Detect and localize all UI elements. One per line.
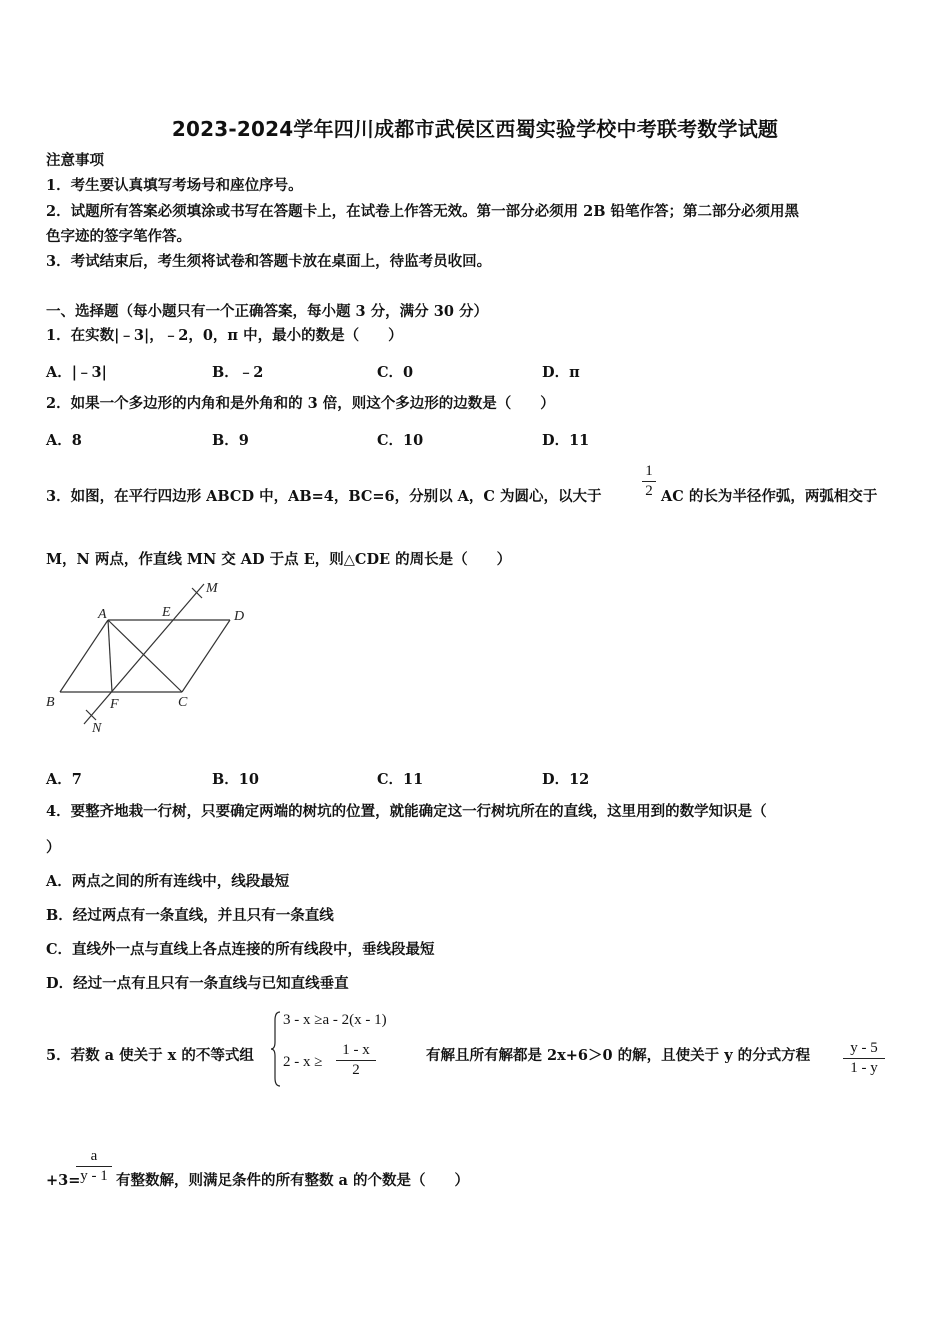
label-c: C <box>178 695 188 710</box>
label-b: B <box>46 695 55 710</box>
question-5-line-2-prefix: +3= <box>46 1172 81 1189</box>
label-n: N <box>92 721 102 736</box>
inequality-2-left: 2 - x ≥ <box>283 1054 323 1070</box>
notice-item-2-line-2: 色字迹的签字笔作答。 <box>46 228 191 245</box>
question-1-option-a: A．|﹣3| <box>46 364 107 381</box>
question-1-option-b: B．﹣2 <box>212 364 264 381</box>
fraction-numerator: 1 <box>642 463 656 482</box>
question-3-option-b: B．10 <box>212 771 259 788</box>
fraction-numerator: y - 5 <box>843 1040 885 1059</box>
question-5-stem-line-2: 有整数解，则满足条件的所有整数 a 的个数是（ ） <box>116 1172 469 1189</box>
segment-dc <box>182 620 230 692</box>
question-4-option-c: C．直线外一点与直线上各点连接的所有线段中，垂线段最短 <box>46 941 435 958</box>
fraction-denominator: 2 <box>352 1062 360 1078</box>
label-f: F <box>110 697 119 712</box>
fraction-numerator: a <box>76 1148 112 1167</box>
label-e: E <box>162 605 171 620</box>
question-2-option-b: B．9 <box>212 432 249 449</box>
inequality-1: 3 - x ≥a - 2(x - 1) <box>283 1012 387 1028</box>
fraction-denominator: y - 1 <box>80 1168 108 1184</box>
fraction-denominator: 2 <box>645 483 653 499</box>
label-a: A <box>98 607 107 622</box>
question-5-stem-part-2: 有解且所有解都是 2x+6＞0 的解，且使关于 y 的分式方程 <box>426 1047 811 1064</box>
equation-fraction-1 <box>843 1040 885 1077</box>
question-1-option-d: D．π <box>542 364 580 381</box>
question-3-option-c: C．11 <box>377 771 424 788</box>
segment-af <box>108 620 112 692</box>
fraction-numerator: 1 - x <box>336 1042 376 1061</box>
diagonal-ac <box>108 620 182 692</box>
question-1-stem: 1．在实数|﹣3|，﹣2，0，π 中，最小的数是（ ） <box>46 327 403 344</box>
question-4-option-d: D．经过一点有且只有一条直线与已知直线垂直 <box>46 975 349 992</box>
question-2-stem: 2．如果一个多边形的内角和是外角和的 3 倍，则这个多边形的边数是（ ） <box>46 395 555 412</box>
parallelogram-figure <box>38 574 258 740</box>
question-4-stem-line-2: ） <box>46 839 61 856</box>
question-1-option-c: C．0 <box>377 364 414 381</box>
label-d: D <box>234 609 245 624</box>
equation-fraction-2 <box>76 1148 112 1185</box>
question-2-option-d: D．11 <box>542 432 590 449</box>
notice-item-1: 1．考生要认真填写考场号和座位序号。 <box>46 177 303 194</box>
question-3-stem-line-2: M，N 两点，作直线 MN 交 AD 于点 E，则△CDE 的周长是（ ） <box>46 551 512 568</box>
fraction-denominator: 1 - y <box>850 1060 878 1076</box>
question-3-option-a: A．7 <box>46 771 82 788</box>
question-3-stem-part-2: AC 的长为半径作弧，两弧相交于 <box>661 488 878 505</box>
segment-ba <box>60 620 108 692</box>
question-5-stem-part-1: 5．若数 a 使关于 x 的不等式组 <box>46 1047 254 1064</box>
notice-item-2-line-1: 2．试题所有答案必须填涂或书写在答题卡上，在试卷上作答无效。第一部分必须用 2B 铅笔作答；第二部分必须用黑 <box>46 203 800 220</box>
notice-heading: 注意事项 <box>46 152 104 169</box>
question-4-option-a: A．两点之间的所有连线中，线段最短 <box>46 873 290 890</box>
question-2-option-c: C．10 <box>377 432 424 449</box>
question-4-stem-line-1: 4．要整齐地栽一行树，只要确定两端的树坑的位置，就能确定这一行树坑所在的直线，这里用到的数学知识是（ <box>46 803 767 820</box>
page-title: 2023-2024学年四川成都市武侯区西蜀实验学校中考联考数学试题 <box>171 117 779 141</box>
label-m: M <box>206 581 218 596</box>
question-2-option-a: A．8 <box>46 432 82 449</box>
inequality-system-brace <box>270 1010 282 1088</box>
notice-item-3: 3．考试结束后，考生须将试卷和答题卡放在桌面上，待监考员收回。 <box>46 253 492 270</box>
question-4-option-b: B．经过两点有一条直线，并且只有一条直线 <box>46 907 334 924</box>
section-heading: 一、选择题（每小题只有一个正确答案，每小题 3 分，满分 30 分） <box>46 303 488 320</box>
inequality-2-fraction <box>336 1042 376 1079</box>
question-3-option-d: D．12 <box>542 771 590 788</box>
question-3-half-fraction <box>642 463 656 500</box>
question-3-stem-part-1: 3．如图，在平行四边形 ABCD 中，AB=4，BC=6，分别以 A，C 为圆心，以大于 <box>46 488 602 505</box>
